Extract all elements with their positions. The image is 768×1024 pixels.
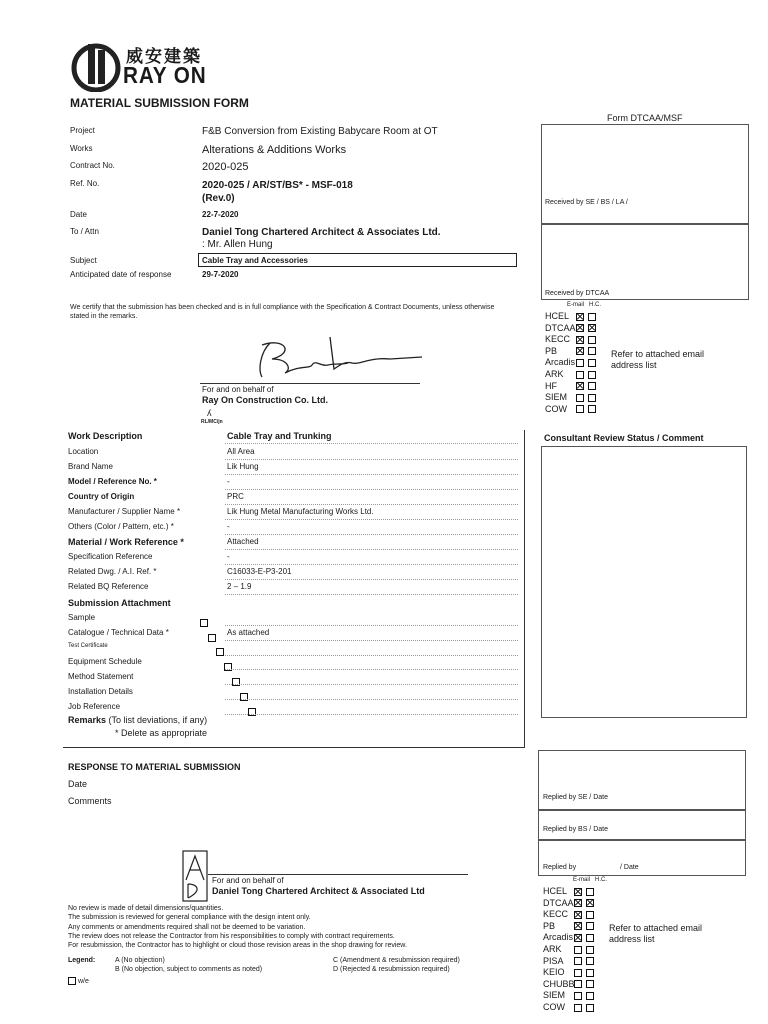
dist-bottom-name: PB bbox=[543, 920, 556, 931]
dist-top-hc-checkbox[interactable] bbox=[588, 394, 596, 402]
dist-bottom-email-checkbox[interactable] bbox=[574, 888, 582, 896]
anticipated-date-label: Anticipated date of response bbox=[70, 270, 172, 279]
initials-mark: ʎ bbox=[207, 408, 212, 418]
architect-logo-icon bbox=[182, 850, 208, 902]
response-heading: RESPONSE TO MATERIAL SUBMISSION bbox=[68, 762, 241, 772]
dist-bottom-name: KEIO bbox=[543, 967, 565, 978]
attachment-underline bbox=[225, 669, 518, 670]
dist-bottom-email-checkbox[interactable] bbox=[574, 980, 582, 988]
attachment-underline bbox=[225, 625, 518, 626]
dist-top-row bbox=[545, 311, 596, 322]
dist-bottom-name: CHUBB bbox=[543, 978, 575, 989]
note-line: No review is made of detail dimensions/quantities. bbox=[68, 905, 224, 912]
received-by-dtcaa-label: Received by DTCAA bbox=[545, 290, 610, 297]
material-field-underline bbox=[225, 564, 518, 565]
dist-bottom-email-checkbox[interactable] bbox=[574, 946, 582, 954]
remarks-row bbox=[68, 715, 207, 725]
dist-top-row bbox=[545, 357, 596, 368]
material-field-label: Related BQ Reference bbox=[68, 582, 149, 591]
project-value: F&B Conversion from Existing Babycare Room at OT bbox=[202, 126, 438, 137]
received-by-se-label: Received by SE / BS / LA / bbox=[545, 199, 628, 206]
attn-person: : Mr. Allen Hung bbox=[202, 239, 273, 250]
wc-option bbox=[68, 977, 89, 985]
dist-top-row bbox=[545, 381, 596, 392]
attachment-label: Job Reference bbox=[68, 701, 121, 711]
wc-label: w/e bbox=[77, 977, 89, 985]
dist-top-email-checkbox[interactable] bbox=[576, 359, 584, 367]
distribution-top bbox=[545, 302, 745, 422]
received-by-dtcaa-box bbox=[541, 224, 749, 300]
material-reference-value: Attached bbox=[227, 537, 259, 546]
dist-bottom-row bbox=[543, 979, 594, 990]
material-field-label: Specification Reference bbox=[68, 552, 153, 561]
dist-top-name: HCEL bbox=[545, 311, 570, 321]
dist-top-name: PB bbox=[545, 345, 558, 356]
delete-note: * Delete as appropriate bbox=[115, 728, 208, 738]
form-title: MATERIAL SUBMISSION FORM bbox=[70, 96, 249, 110]
response-notes bbox=[68, 904, 407, 950]
replied-bs-box bbox=[538, 810, 746, 840]
dist-bottom-row bbox=[543, 886, 594, 897]
dist-top-email-checkbox[interactable] bbox=[576, 336, 584, 344]
dist-top-name: KECC bbox=[545, 334, 571, 345]
work-field-label: Brand Name bbox=[68, 462, 113, 471]
work-field-label: Others (Color / Pattern, etc.) * bbox=[68, 522, 174, 531]
dist-bottom-hc-checkbox[interactable] bbox=[586, 957, 594, 965]
work-field-label: Country of Origin bbox=[68, 492, 135, 501]
dist-bottom-row bbox=[543, 990, 594, 1001]
dist-top-row bbox=[545, 346, 596, 357]
dist-bottom-row bbox=[543, 921, 594, 932]
attachment-label: Catalogue / Technical Data * bbox=[68, 627, 169, 637]
legend-c: C (Amendment & resubmission required) bbox=[333, 957, 460, 964]
ref-no-value: 2020-025 / AR/ST/BS* - MSF-018 bbox=[202, 180, 353, 191]
material-field-label: Related Dwg. / A.I. Ref. * bbox=[68, 567, 157, 576]
dist-bottom-hc-checkbox[interactable] bbox=[586, 888, 594, 896]
work-field-underline bbox=[225, 459, 518, 460]
subject-label: Subject bbox=[70, 256, 97, 265]
works-label: Works bbox=[70, 144, 93, 153]
dist-bottom-hc-checkbox[interactable] bbox=[586, 899, 594, 907]
dist-bottom-email-checkbox[interactable] bbox=[574, 911, 582, 919]
dist-bottom-email-checkbox[interactable] bbox=[574, 957, 582, 965]
contractor-company: Ray On Construction Co. Ltd. bbox=[202, 395, 328, 405]
dist-top-name: ARK bbox=[545, 369, 564, 379]
dist-top-hc-checkbox[interactable] bbox=[588, 347, 596, 355]
dist-bottom-hc-checkbox[interactable] bbox=[586, 934, 594, 942]
dist-top-note: Refer to attached email address list bbox=[611, 349, 705, 370]
dist-top-email-checkbox[interactable] bbox=[576, 382, 584, 390]
dist-top-email-checkbox[interactable] bbox=[576, 371, 584, 379]
signature-line bbox=[200, 383, 420, 384]
contractor-behalf-label: For and on behalf of bbox=[202, 385, 274, 394]
legend-d: D (Rejected & resubmission required) bbox=[333, 966, 450, 973]
dist-bottom-email-header: E-mail bbox=[573, 877, 591, 883]
dist-top-email-checkbox[interactable] bbox=[576, 405, 584, 413]
dist-top-hc-checkbox[interactable] bbox=[588, 359, 596, 367]
architect-behalf-label: For and on behalf of bbox=[212, 876, 284, 885]
attachment-label: Equipment Schedule bbox=[68, 657, 142, 667]
dist-bottom-hc-checkbox[interactable] bbox=[586, 1004, 594, 1012]
replied-by-date-label: / Date bbox=[620, 864, 639, 871]
note-line: For resubmission, the Contractor has to highlight or cloud those revision areas in the shop drawing for review. bbox=[68, 942, 407, 950]
work-field-value: Lik Hung bbox=[227, 462, 259, 471]
response-date-label: Date bbox=[68, 779, 88, 789]
dist-bottom-row bbox=[543, 956, 594, 967]
dist-bottom-name: Arcadis bbox=[543, 932, 574, 943]
form-code: Form DTCAA/MSF bbox=[607, 113, 683, 123]
attachment-underline bbox=[225, 699, 518, 700]
architect-company: Daniel Tong Chartered Architect & Associated Ltd bbox=[212, 886, 425, 896]
dist-top-row bbox=[545, 369, 596, 380]
legend-b: B (No objection, subject to comments as noted) bbox=[115, 966, 263, 973]
dist-bottom-email-checkbox[interactable] bbox=[574, 899, 582, 907]
attachment-underline bbox=[225, 655, 518, 656]
ref-no-label: Ref. No. bbox=[70, 179, 100, 188]
work-description-heading: Work Description bbox=[68, 431, 143, 441]
work-field-label: Location bbox=[68, 447, 99, 456]
material-heading-line bbox=[225, 549, 518, 550]
company-logo bbox=[70, 40, 130, 92]
work-field-underline bbox=[225, 474, 518, 475]
material-field-value: C16033-E-P3-201 bbox=[227, 567, 292, 576]
dist-bottom-name: KECC bbox=[543, 909, 569, 920]
dist-bottom-name: COW bbox=[543, 1002, 565, 1012]
dist-top-name: Arcadis bbox=[545, 357, 576, 368]
dist-bottom-hc-checkbox[interactable] bbox=[586, 992, 594, 1000]
work-field-underline bbox=[225, 519, 518, 520]
work-field-value: PRC bbox=[227, 492, 244, 501]
ref-no-revision: (Rev.0) bbox=[202, 193, 235, 204]
dist-bottom-hc-header: H.C. bbox=[595, 877, 607, 883]
attachment-checkbox[interactable] bbox=[208, 634, 216, 642]
dist-top-name: SIEM bbox=[545, 392, 568, 403]
material-field-value: 2 – 1.9 bbox=[227, 582, 252, 591]
dist-top-row bbox=[545, 404, 596, 415]
dist-bottom-email-checkbox[interactable] bbox=[574, 934, 582, 942]
received-by-se-box bbox=[541, 124, 749, 224]
work-field-label: Manufacturer / Supplier Name * bbox=[68, 507, 181, 516]
dist-bottom-email-checkbox[interactable] bbox=[574, 1004, 582, 1012]
dist-bottom-row bbox=[543, 932, 594, 943]
dist-bottom-row bbox=[543, 944, 594, 955]
dist-bottom-note: Refer to attached email address list bbox=[609, 923, 703, 944]
anticipated-date-value: 29-7-2020 bbox=[202, 270, 239, 279]
dist-top-name: HF bbox=[545, 380, 557, 391]
work-description-value: Cable Tray and Trunking bbox=[227, 431, 332, 441]
work-field-value: All Area bbox=[227, 447, 255, 456]
remarks-note: (To list deviations, if any) bbox=[108, 715, 208, 725]
replied-bs-label: Replied by BS / Date bbox=[543, 826, 608, 833]
dist-top-row bbox=[545, 392, 596, 403]
dist-bottom-name: DTCAA bbox=[543, 897, 574, 908]
legend-a: A (No objection) bbox=[115, 957, 165, 964]
dist-bottom-email-checkbox[interactable] bbox=[574, 922, 582, 930]
initials-text: RL/MC/jn bbox=[201, 419, 223, 425]
to-attn-value: Daniel Tong Chartered Architect & Associates Ltd. bbox=[202, 227, 441, 238]
dist-top-email-checkbox[interactable] bbox=[576, 324, 584, 332]
replied-se-box bbox=[538, 750, 746, 810]
attachment-label: Method Statement bbox=[68, 672, 134, 682]
contract-no-value: 2020-025 bbox=[202, 161, 249, 173]
dist-top-email-checkbox[interactable] bbox=[576, 313, 584, 321]
date-label: Date bbox=[70, 210, 87, 219]
company-name: RAY ON bbox=[123, 62, 207, 88]
work-field-underline bbox=[225, 489, 518, 490]
consultant-review-heading: Consultant Review Status / Comment bbox=[544, 433, 704, 443]
dist-bottom-hc-checkbox[interactable] bbox=[586, 969, 594, 977]
note-line: The submission is reviewed for general compliance with the design intent only. bbox=[68, 914, 311, 922]
material-field-underline bbox=[225, 579, 518, 580]
dist-top-email-checkbox[interactable] bbox=[576, 394, 584, 402]
dist-top-hc-checkbox[interactable] bbox=[588, 371, 596, 379]
dist-bottom-email-checkbox[interactable] bbox=[574, 992, 582, 1000]
contractor-signature bbox=[240, 335, 430, 385]
company-chinese-name: 威安建築 bbox=[126, 47, 202, 66]
wc-checkbox[interactable] bbox=[68, 977, 76, 985]
attachment-underline bbox=[225, 684, 518, 685]
replied-by-label: Replied by bbox=[543, 864, 577, 871]
work-field-value: - bbox=[227, 522, 230, 531]
dist-bottom-row bbox=[543, 898, 594, 909]
dist-bottom-email-checkbox[interactable] bbox=[574, 969, 582, 977]
material-field-underline bbox=[225, 594, 518, 595]
attachment-label: Sample bbox=[68, 613, 96, 622]
architect-signature-line bbox=[208, 874, 468, 875]
submission-attachment-heading: Submission Attachment bbox=[68, 598, 171, 608]
dist-top-hc-header: H.C. bbox=[589, 302, 601, 308]
work-field-underline bbox=[225, 534, 518, 535]
dist-top-hc-checkbox[interactable] bbox=[588, 382, 596, 390]
work-field-value: - bbox=[227, 477, 230, 486]
attachment-underline bbox=[225, 714, 518, 715]
dist-bottom-row bbox=[543, 909, 594, 920]
ray-on-logo-icon bbox=[70, 40, 130, 92]
material-field-value: - bbox=[227, 552, 230, 561]
subject-value: Cable Tray and Accessories bbox=[198, 253, 517, 267]
contract-no-label: Contract No. bbox=[70, 161, 115, 170]
attachment-checkbox[interactable] bbox=[216, 648, 224, 656]
work-field-value: Lik Hung Metal Manufacturing Works Ltd. bbox=[227, 507, 374, 516]
material-reference-heading: Material / Work Reference * bbox=[68, 537, 184, 547]
work-field-label: Model / Reference No. * bbox=[68, 477, 157, 486]
dist-bottom-row bbox=[543, 1002, 594, 1013]
dist-bottom-hc-checkbox[interactable] bbox=[586, 980, 594, 988]
dist-bottom-name: HCEL bbox=[543, 886, 568, 896]
response-comments-label: Comments bbox=[68, 796, 112, 806]
dist-bottom-name: ARK bbox=[543, 944, 562, 954]
note-line: The review does not release the Contractor from his responsibilities to comply with contract requirements. bbox=[68, 932, 395, 940]
attachment-checkbox[interactable] bbox=[200, 619, 208, 627]
to-attn-label: To / Attn bbox=[70, 227, 99, 236]
consultant-review-box bbox=[541, 446, 747, 718]
certification-text: We certify that the submission has been checked and is in full compliance with the Specification & Contract Documents, unless otherwise stated in the remarks. bbox=[70, 304, 495, 320]
dist-top-email-header: E-mail bbox=[567, 302, 585, 308]
replied-se-label: Replied by SE / Date bbox=[543, 794, 608, 801]
dist-top-name: DTCAA bbox=[545, 322, 576, 333]
note-line: Any comments or amendments required shall not be deemed to be variation. bbox=[68, 923, 306, 931]
dist-bottom-name: SIEM bbox=[543, 990, 566, 1001]
attachment-label: Installation Details bbox=[68, 687, 133, 696]
dist-top-hc-checkbox[interactable] bbox=[588, 336, 596, 344]
dist-top-row bbox=[545, 334, 596, 345]
attachment-label: Test Certificate bbox=[68, 642, 108, 649]
attachment-value: As attached bbox=[227, 627, 270, 637]
remarks-label: Remarks bbox=[68, 715, 107, 725]
dist-bottom-hc-checkbox[interactable] bbox=[586, 946, 594, 954]
dist-bottom-hc-checkbox[interactable] bbox=[586, 922, 594, 930]
dist-top-hc-checkbox[interactable] bbox=[588, 313, 596, 321]
dist-top-row bbox=[545, 323, 596, 334]
work-field-underline bbox=[225, 504, 518, 505]
distribution-bottom bbox=[543, 877, 743, 1017]
legend-label: Legend: bbox=[68, 957, 96, 964]
dist-bottom-row bbox=[543, 967, 594, 978]
dist-top-hc-checkbox[interactable] bbox=[588, 324, 596, 332]
dist-bottom-name: PISA bbox=[543, 955, 564, 966]
work-heading-line bbox=[225, 443, 518, 444]
dist-top-name: COW bbox=[545, 403, 567, 414]
dist-top-email-checkbox[interactable] bbox=[576, 347, 584, 355]
attachment-underline bbox=[225, 640, 518, 641]
project-label: Project bbox=[70, 126, 95, 135]
date-value: 22-7-2020 bbox=[202, 210, 239, 219]
dist-top-hc-checkbox[interactable] bbox=[588, 405, 596, 413]
dist-bottom-hc-checkbox[interactable] bbox=[586, 911, 594, 919]
works-value: Alterations & Additions Works bbox=[202, 144, 347, 156]
